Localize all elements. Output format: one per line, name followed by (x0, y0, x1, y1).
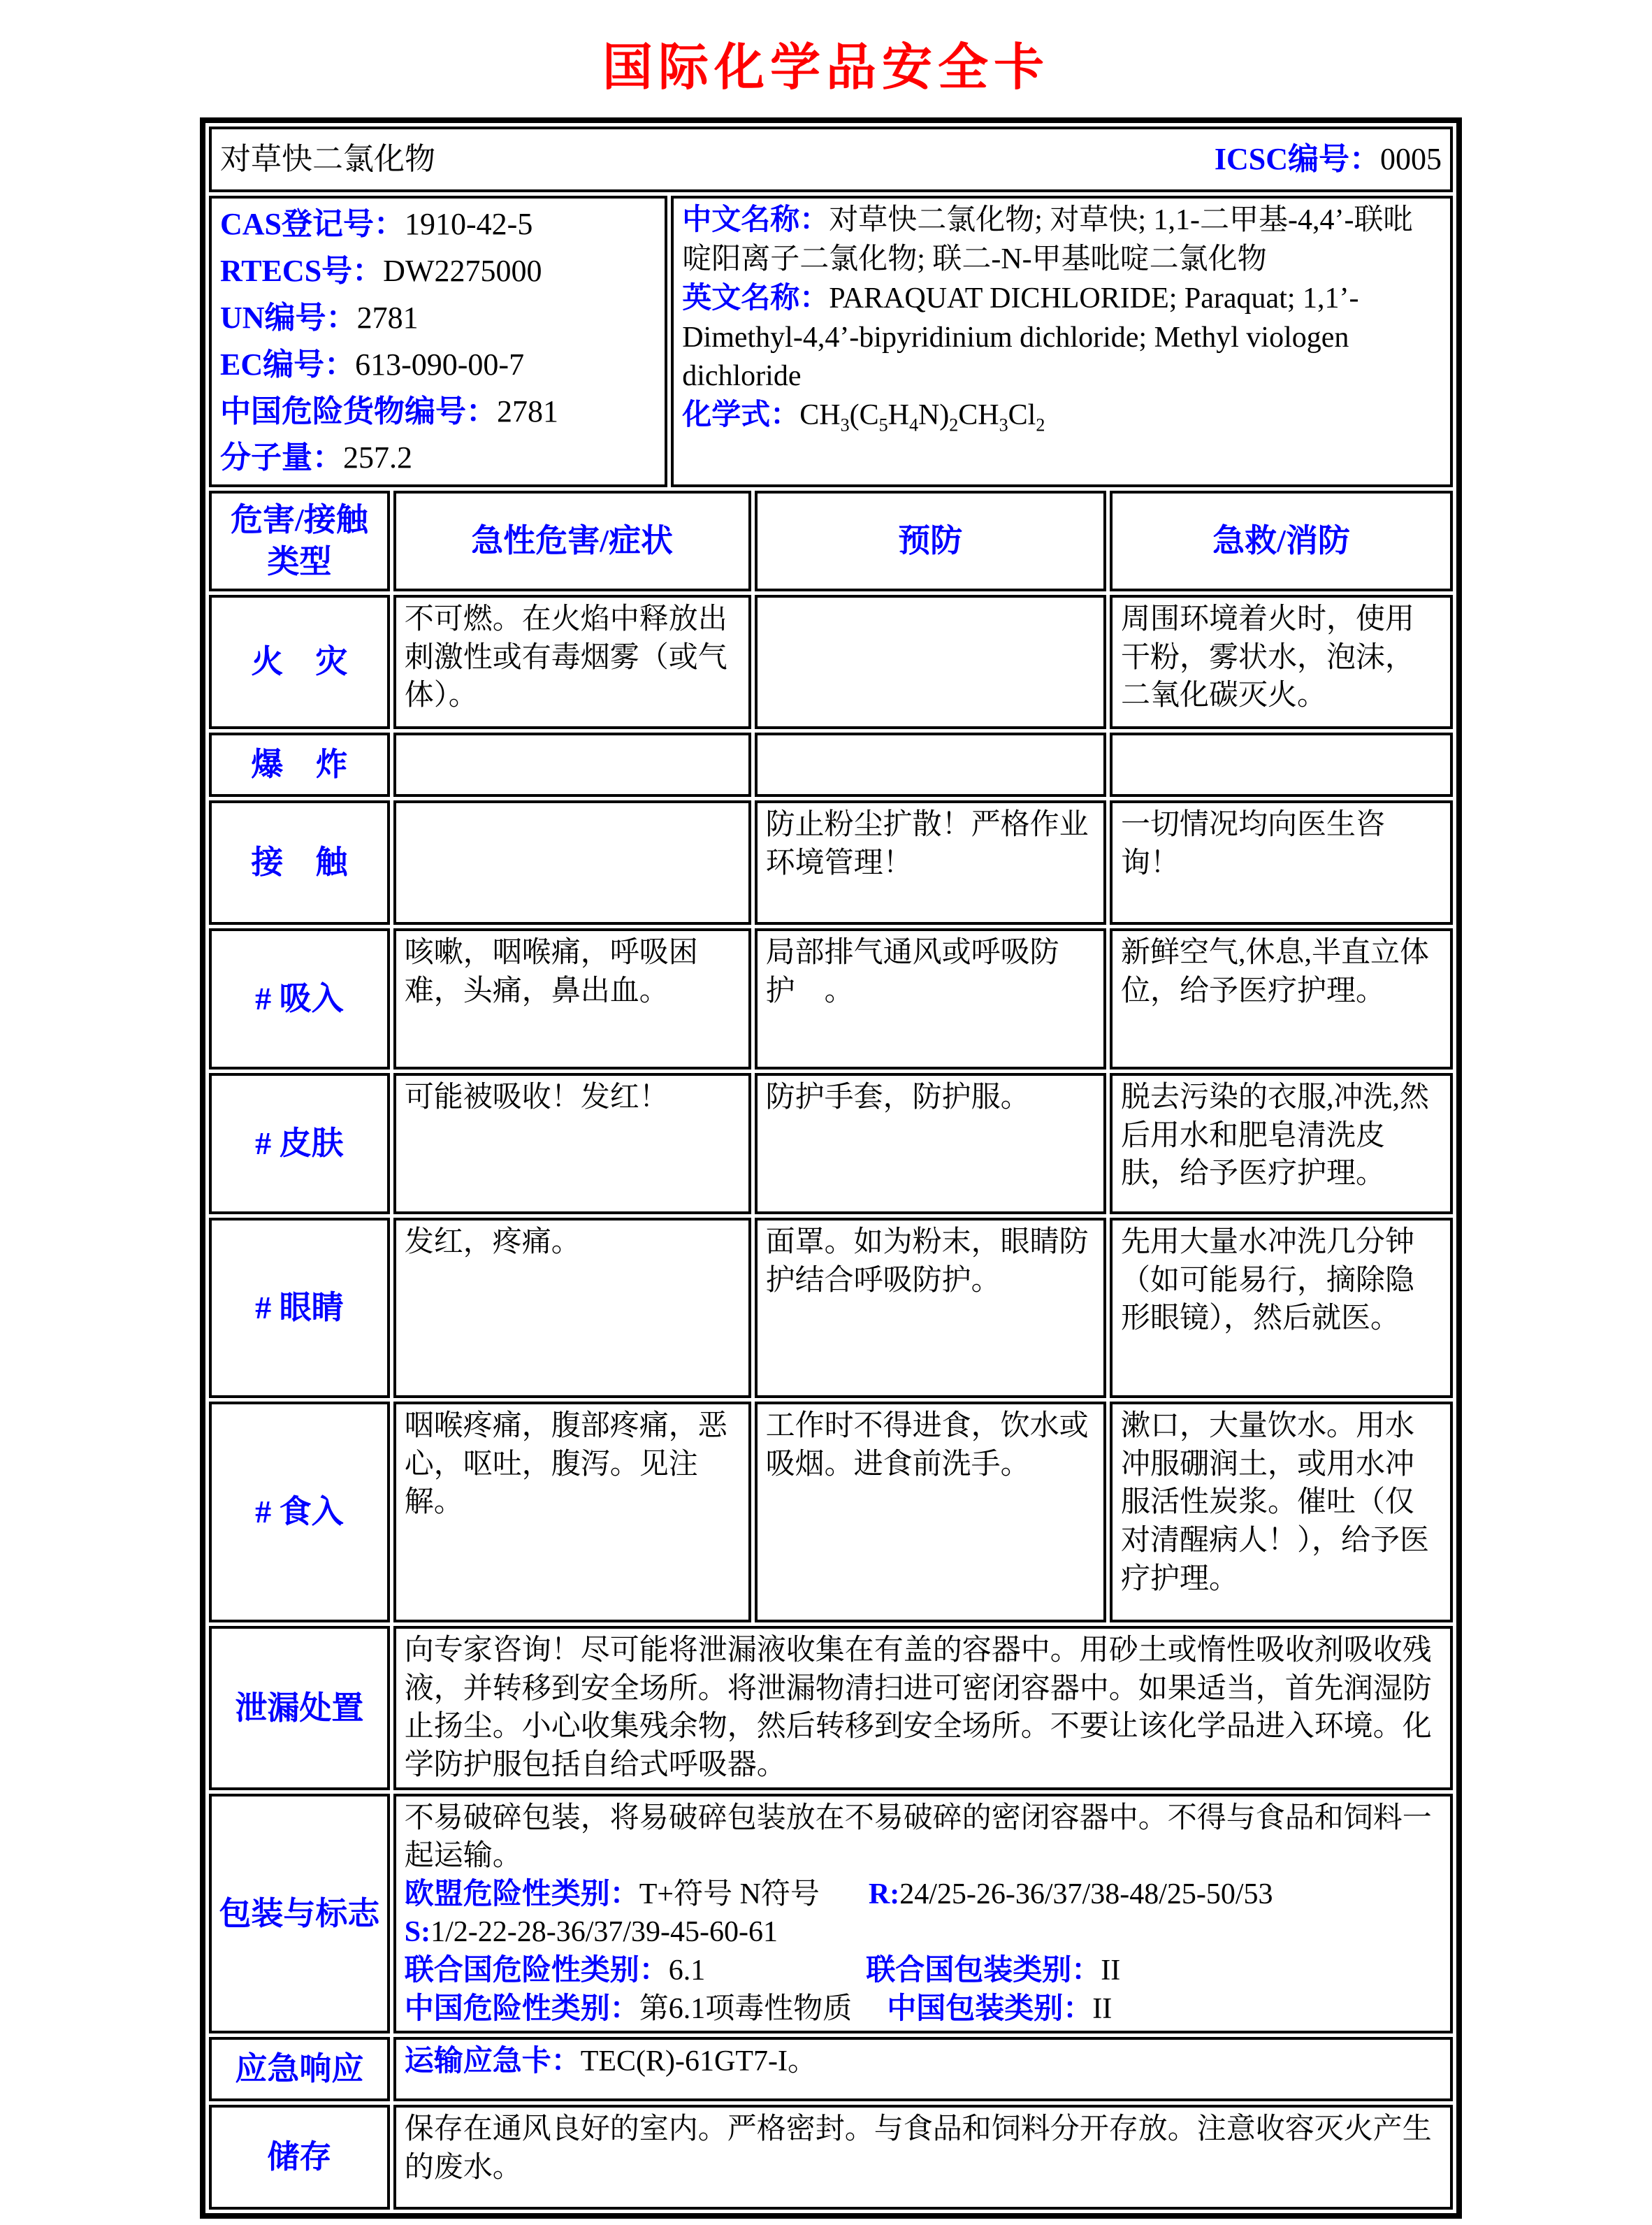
prevention-cell: 局部排气通风或呼吸防护 。 (755, 928, 1106, 1070)
cn-class-value: 第6.1项毒性物质 (639, 1992, 853, 2025)
identity-row (209, 196, 1453, 487)
first-aid-cell (1110, 733, 1453, 797)
formula-value: $CH_3(C_5H_4N)_2CH_3Cl_2$ (799, 399, 1045, 435)
cas-label: CAS登记号： (220, 207, 405, 241)
formula-line (682, 396, 1442, 435)
molecular-weight-line (220, 435, 656, 482)
hazard-row-label: 爆 炸 (209, 733, 390, 797)
hazard-row-label: 接 触 (209, 800, 390, 925)
first-aid-cell: 先用大量水冲洗几分钟（如可能易行，摘除隐形眼镜），然后就医。 (1110, 1218, 1453, 1398)
identifiers-cell (209, 196, 667, 487)
transport-card-value: TEC(R)-61GT7-I。 (580, 2045, 817, 2078)
chinese-name-line (682, 201, 1442, 280)
header-hazard-type: 危害/接触 类型 (209, 491, 390, 591)
spill-disposal-label: 泄漏处置 (209, 1626, 390, 1790)
un-number-label: UN编号： (220, 300, 357, 335)
english-name-value: PARAQUAT DICHLORIDE; Paraquat; 1,1’-Dimethyl-4,4’-bipyridinium dichloride; Methyl viologen dichloride (682, 282, 1359, 393)
first-aid-cell: 脱去污染的衣服,冲洗,然后用水和肥皂清洗皮肤，给予医疗护理。 (1110, 1073, 1453, 1214)
emergency-response-label: 应急响应 (209, 2037, 390, 2101)
symptoms-cell (393, 800, 751, 925)
s-phrases-label: S: (404, 1916, 431, 1949)
chinese-name-value: 对草快二氯化物; 对草快; 1,1-二甲基-4,4’-联吡啶阳离子二氯化物; 联二-N-甲基吡啶二氯化物 (682, 204, 1413, 275)
un-number-value: 2781 (356, 300, 419, 335)
card-header-row (209, 127, 1453, 192)
cn-pack-value: II (1092, 1992, 1113, 2025)
rtecs-line (220, 248, 656, 295)
emergency-response-row (209, 2037, 1453, 2101)
symptoms-cell: 咽喉疼痛，腹部疼痛，恶心，呕吐，腹泻。见注解。 (393, 1402, 751, 1622)
symptoms-cell: 发红，疼痛。 (393, 1218, 751, 1398)
hazard-row-label: # 皮肤 (209, 1073, 390, 1214)
un-pack-label: 联合国包装类别： (866, 1954, 1101, 1987)
rtecs-value: DW2275000 (383, 253, 542, 288)
emergency-response-content (393, 2037, 1453, 2101)
first-aid-cell: 一切情况均向医生咨询！ (1110, 800, 1453, 925)
packaging-content (393, 1794, 1453, 2034)
english-name-line (682, 280, 1442, 397)
cas-value: 1910-42-5 (405, 207, 533, 241)
storage-text: 保存在通风良好的室内。严格密封。与食品和饲料分开存放。注意收容灭火产生的废水。 (393, 2105, 1453, 2210)
cas-line (220, 201, 656, 248)
hazard-row-contact (209, 800, 1453, 925)
hazard-row-label: # 食入 (209, 1402, 390, 1622)
prevention-cell: 工作时不得进食，饮水或吸烟。进食前洗手。 (755, 1402, 1106, 1622)
prevention-cell: 面罩。如为粉末，眼睛防护结合呼吸防护。 (755, 1218, 1106, 1398)
molecular-weight-label: 分子量： (220, 440, 343, 475)
un-pack-value: II (1101, 1954, 1121, 1987)
symptoms-cell (393, 733, 751, 797)
symptoms-cell: 不可燃。在火焰中释放出刺激性或有毒烟雾（或气体）。 (393, 595, 751, 729)
first-aid-cell: 新鲜空气,休息,半直立体位，给予医疗护理。 (1110, 928, 1453, 1070)
prevention-cell (755, 595, 1106, 729)
symptoms-cell: 可能被吸收！发红！ (393, 1073, 751, 1214)
molecular-weight-value: 257.2 (343, 440, 412, 475)
ec-number-line (220, 342, 656, 389)
header-prevention: 预防 (755, 491, 1106, 591)
s-phrases-line (405, 1913, 1442, 1952)
first-aid-cell: 周围环境着火时，使用干粉，雾状水，泡沫，二氧化碳灭火。 (1110, 595, 1453, 729)
cn-class-line (405, 1990, 1442, 2029)
icsc-number-value: 0005 (1380, 142, 1442, 177)
eu-hazard-line (405, 1875, 1442, 1914)
hazard-row-label: # 眼睛 (209, 1218, 390, 1398)
cn-dangerous-goods-line (220, 389, 656, 435)
icsc-number (1215, 139, 1442, 179)
prevention-cell: 防护手套，防护服。 (755, 1073, 1106, 1214)
storage-row (209, 2105, 1453, 2210)
hazard-row-fire (209, 595, 1453, 729)
hazard-header-row (209, 491, 1453, 591)
formula-label: 化学式： (682, 399, 800, 432)
cn-dangerous-goods-label: 中国危险货物编号： (220, 394, 497, 429)
rtecs-label: RTECS号： (220, 253, 384, 288)
first-aid-cell: 漱口，大量饮水。用水冲服硼润土，或用水冲服活性炭浆。催吐（仅对清醒病人！），给予医疗护理。 (1110, 1402, 1453, 1622)
ec-number-value: 613-090-00-7 (355, 347, 525, 382)
packaging-label: 包装与标志 (209, 1794, 390, 2034)
eu-hazard-value: T+符号 N符号 (639, 1878, 820, 1910)
english-name-label: 英文名称： (682, 282, 829, 315)
hazard-row-label: # 吸入 (209, 928, 390, 1070)
packaging-intro: 不易破碎包装，将易破碎包装放在不易破碎的密闭容器中。不得与食品和饲料一起运输。 (404, 1801, 1432, 1873)
chinese-name-label: 中文名称： (682, 204, 829, 236)
hazard-row-explosion (209, 733, 1453, 797)
r-phrases-label: R: (868, 1878, 900, 1910)
hazard-row-ingestion (209, 1402, 1453, 1622)
cn-dangerous-goods-value: 2781 (497, 394, 558, 429)
un-number-line (220, 295, 656, 342)
hazard-row-label: 火 灾 (209, 595, 390, 729)
spill-disposal-row (209, 1626, 1453, 1790)
cn-class-label: 中国危险性类别： (404, 1992, 639, 2025)
card-header-cell (209, 127, 1453, 192)
cn-pack-label: 中国包装类别： (887, 1992, 1093, 2025)
ec-number-label: EC编号： (220, 347, 356, 382)
hazard-row-inhalation (209, 928, 1453, 1070)
icsc-number-label: ICSC编号： (1214, 142, 1380, 177)
icsc-card-table (200, 117, 1462, 2219)
un-class-value: 6.1 (668, 1954, 706, 1987)
substance-name: 对草快二氯化物 (220, 142, 435, 177)
eu-hazard-label: 欧盟危险性类别： (404, 1878, 639, 1910)
storage-label: 储存 (209, 2105, 390, 2210)
prevention-cell: 防止粉尘扩散！严格作业环境管理！ (755, 800, 1106, 925)
page-title: 国际化学品安全卡 (602, 40, 1050, 96)
transport-card-label: 运输应急卡： (404, 2045, 581, 2078)
chemical-names-cell (671, 196, 1453, 487)
prevention-cell (755, 733, 1106, 797)
packaging-row (209, 1794, 1453, 2034)
header-first-aid: 急救/消防 (1110, 491, 1453, 591)
s-phrases-value: 1/2-22-28-36/37/39-45-60-61 (430, 1916, 778, 1949)
r-phrases-value: 24/25-26-36/37/38-48/25-50/53 (899, 1878, 1273, 1910)
header-symptoms: 急性危害/症状 (393, 491, 751, 591)
spill-disposal-text: 向专家咨询！尽可能将泄漏液收集在有盖的容器中。用砂土或惰性吸收剂吸收残液，并转移到安全场所。将泄漏物清扫进可密闭容器中。如果适当，首先润湿防止扬尘。小心收集残余物，然后转移到安全场所。不要让该化学品进入环境。化学防护服包括自给式呼吸器。 (393, 1626, 1453, 1790)
un-class-label: 联合国危险性类别： (404, 1954, 669, 1987)
hazard-row-eyes (209, 1218, 1453, 1398)
symptoms-cell: 咳嗽，咽喉痛，呼吸困难，头痛，鼻出血。 (393, 928, 751, 1070)
hazard-row-skin (209, 1073, 1453, 1214)
un-class-line (405, 1952, 1442, 1990)
card-header-line (220, 139, 1442, 179)
